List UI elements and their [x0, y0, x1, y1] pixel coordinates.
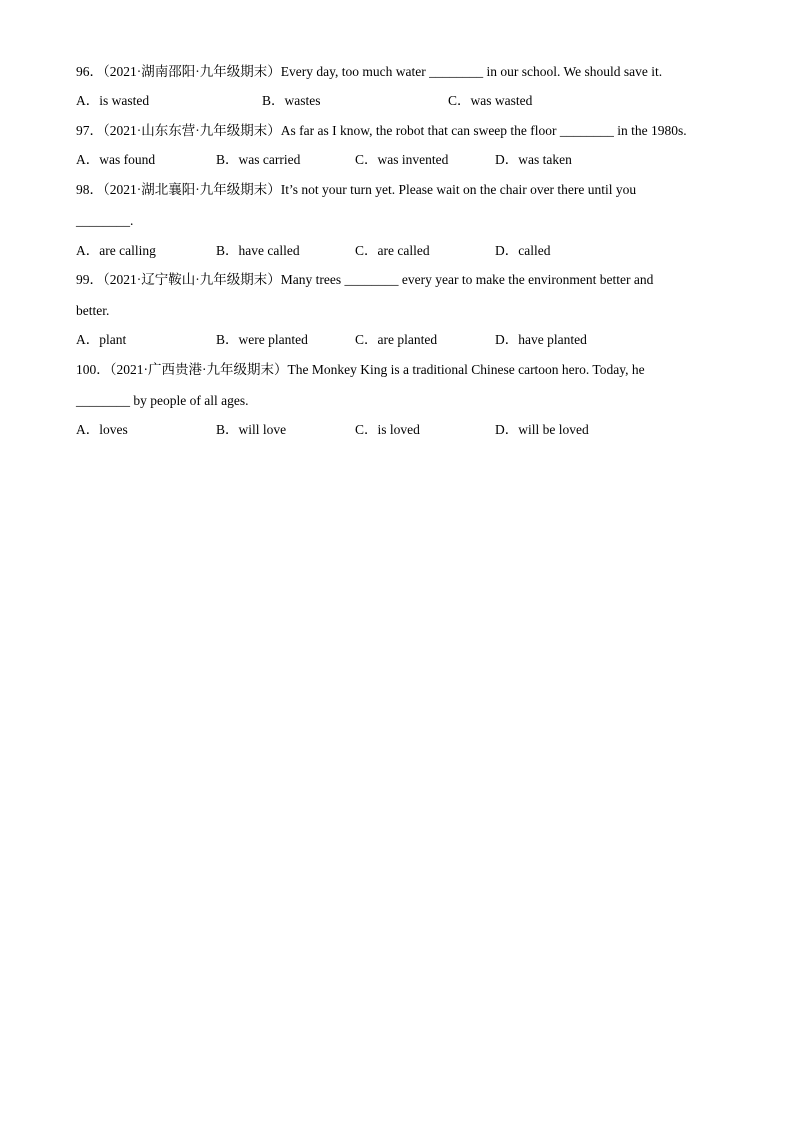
question-text: As far as I know, the robot that can sweep the floor ________ in the 1980s. — [280, 123, 687, 138]
question-text-continued: ________ by people of all ages. — [76, 393, 249, 408]
question-100-line-2 — [76, 392, 248, 410]
question-text-continued: ________. — [76, 213, 134, 228]
question-text: The Monkey King is a traditional Chinese cartoon hero. Today, he — [287, 362, 645, 377]
question-number: 97． — [76, 123, 103, 138]
question-source: （2021·辽宁鞍山·九年级期末） — [103, 272, 281, 287]
question-number: 96． — [76, 64, 103, 79]
question-98-line-1 — [76, 181, 636, 199]
option-c: C．was invented — [355, 152, 449, 167]
question-number: 98． — [76, 182, 103, 197]
question-source: （2021·湖南邵阳·九年级期末） — [103, 64, 281, 79]
question-99-line-1 — [76, 271, 653, 289]
option-d: D．will be loved — [495, 422, 589, 437]
question-97-line-1 — [76, 122, 687, 140]
option-b: B．was carried — [216, 152, 301, 167]
question-text: Every day, too much water ________ in our school. We should save it. — [280, 64, 663, 79]
option-b: B．wastes — [262, 93, 321, 108]
option-b: B．have called — [216, 243, 300, 258]
question-96-line-1 — [76, 63, 662, 81]
option-c: C．was wasted — [448, 93, 533, 108]
question-98-line-2 — [76, 212, 133, 230]
question-number: 99． — [76, 272, 103, 287]
option-c: C．is loved — [355, 422, 420, 437]
question-text-continued: better. — [76, 303, 110, 318]
question-text: Many trees ________ every year to make the environment better and — [280, 272, 654, 287]
option-c: C．are called — [355, 243, 430, 258]
option-a: A．is wasted — [76, 93, 150, 108]
question-99-line-2 — [76, 302, 109, 320]
question-source: （2021·山东东营·九年级期末） — [103, 123, 281, 138]
option-a: A．was found — [76, 152, 156, 167]
option-a: A．are calling — [76, 243, 156, 258]
option-a: A．loves — [76, 422, 128, 437]
option-b: B．will love — [216, 422, 287, 437]
option-d: D．called — [495, 243, 551, 258]
question-source: （2021·广西贵港·九年级期末） — [109, 362, 288, 377]
question-100-line-1 — [76, 361, 645, 379]
option-d: D．have planted — [495, 332, 587, 347]
question-number: 100． — [76, 362, 110, 377]
option-d: D．was taken — [495, 152, 572, 167]
option-c: C．are planted — [355, 332, 438, 347]
option-a: A．plant — [76, 332, 127, 347]
option-b: B．were planted — [216, 332, 308, 347]
question-source: （2021·湖北襄阳·九年级期末） — [103, 182, 281, 197]
question-text: It’s not your turn yet. Please wait on the chair over there until you — [280, 182, 637, 197]
